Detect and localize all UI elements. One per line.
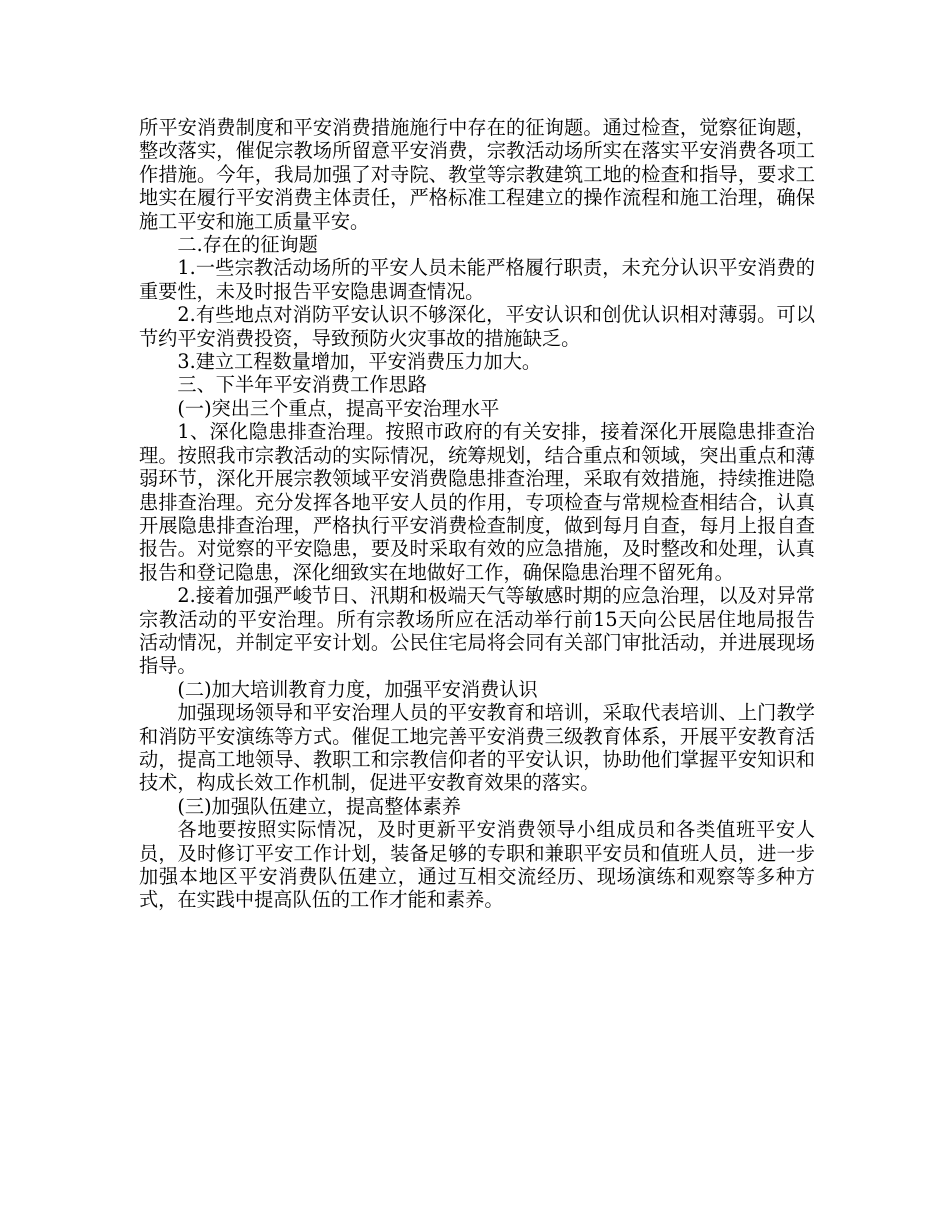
body-paragraph: 加强现场领导和平安治理人员的平安教育和培训，采取代表培训、上门教学和消防平安演练等方式。催促工地完善平安消费三级教育体系，开展平安教育活动，提高工地领导、教职工和宗教信仰者的平安认识，协助他们掌握平安知识和技术，构成长效工作机制，促进平安教育效果的落实。 [139, 701, 815, 795]
subsection-heading-2: (二)加大培训教育力度，加强平安消费认识 [177, 677, 538, 701]
subsection-heading-1: (一)突出三个重点，提高平安治理水平 [177, 396, 500, 420]
body-paragraph: 1、深化隐患排查治理。按照市政府的有关安排，接着深化开展隐患排查治理。按照我市宗教活动的实际情况，统筹规划，结合重点和领域，突出重点和薄弱环节，深化开展宗教领域平安消费隐患排查治理，采取有效措施，持续推进隐患排查治理。充分发挥各地平安人员的作用，专项检查与常规检查相结合，认真开展隐患排查治理，严格执行平安消费检查制度，做到每月自查，每月上报自查报告。对觉察的平安隐患，要及时采取有效的应急措施，及时整改和处理，认真报告和登记隐患，深化细致实在地做好工作，确保隐患治理不留死角。 [139, 420, 815, 584]
document-page [139, 116, 815, 912]
subsection-heading-3: (三)加强队伍建立，提高整体素养 [177, 794, 461, 818]
section-heading-plan: 三、下半年平安消费工作思路 [177, 373, 427, 397]
list-item-issue-3: 3.建立工程数量增加，平安消费压力加大。 [177, 350, 542, 374]
body-paragraph: 2.接着加强严峻节日、汛期和极端天气等敏感时期的应急治理，以及对异常宗教活动的平安治理。所有宗教场所应在活动举行前15天向公民居住地局报告活动情况，并制定平安计划。公民住宅局将会同有关部门审批活动，并进展现场指导。 [139, 584, 815, 678]
list-item-issue-2: 2.有些地点对消防平安认识不够深化，平安认识和创优认识相对薄弱。可以节约平安消费投资，导致预防火灾事故的措施缺乏。 [139, 303, 815, 350]
section-heading-issues: 二.存在的征询题 [177, 233, 318, 257]
body-paragraph: 所平安消费制度和平安消费措施施行中存在的征询题。通过检查，觉察征询题，整改落实，催促宗教场所留意平安消费，宗教活动场所实在落实平安消费各项工作措施。今年，我局加强了对寺院、教堂等宗教建筑工地的检查和指导，要求工地实在履行平安消费主体责任，严格标准工程建立的操作流程和施工治理，确保施工平安和施工质量平安。 [139, 116, 815, 233]
body-paragraph: 各地要按照实际情况，及时更新平安消费领导小组成员和各类值班平安人员，及时修订平安工作计划，装备足够的专职和兼职平安员和值班人员，进一步加强本地区平安消费队伍建立，通过互相交流经历、现场演练和观察等多种方式，在实践中提高队伍的工作才能和素养。 [139, 818, 815, 912]
list-item-issue-1: 1.一些宗教活动场所的平安人员未能严格履行职责，未充分认识平安消费的重要性，未及时报告平安隐患调查情况。 [139, 256, 815, 303]
